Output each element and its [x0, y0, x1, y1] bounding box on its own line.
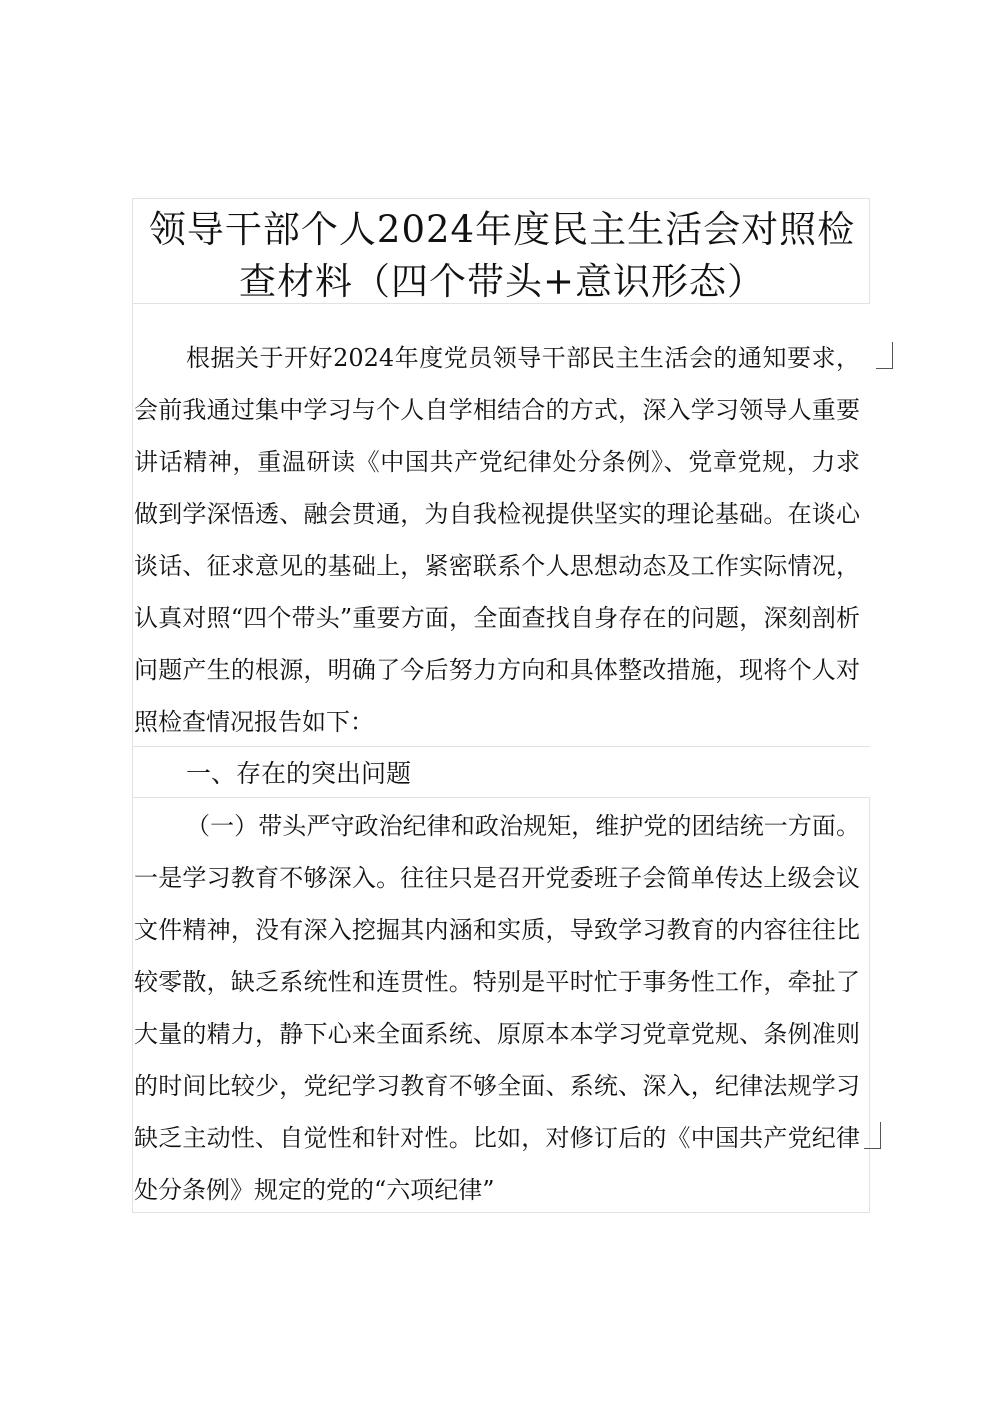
intro-paragraph: 根据关于开好2024年度党员领导干部民主生活会的通知要求，会前我通过集中学习与个人自学相结合的方式，深入学习领导人重要讲话精神，重温研读《中国共产党纪律处分条例》、党章党规，力求做到学深悟透、融会贯通，为自我检视提供坚实的理论基础。在谈心谈话、征求意见的基础上，紧密联系个人思想动态及工作实际情况，认真对照“四个带头”重要方面，全面查找自身存在的问题，深刻剖析问题产生的根源，明确了今后努力方向和具体整改措施，现将个人对照检查情况报告如下： — [134, 344, 860, 736]
margin-corner-mark — [864, 1122, 881, 1149]
frame-line — [132, 198, 870, 199]
margin-corner-mark — [876, 342, 893, 369]
frame-line — [132, 198, 133, 1213]
document-title: 领导干部个人2024年度民主生活会对照检查材料（四个带头+意识形态） — [148, 208, 856, 303]
section-body-paragraph: （一）带头严守政治纪律和政治规矩，维护党的团结统一方面。一是学习教育不够深入。往往只是召开党委班子会简单传达上级会议文件精神，没有深入挖掘其内涵和实质，导致学习教育的内容往往比较零散，缺乏系统性和连贯性。特别是平时忙于事务性工作，牵扯了大量的精力，静下心来全面系统、原原本本学习党章党规、条例准则的时间比较少，党纪学习教育不够全面、系统、深入，纪律法规学习缺乏主动性、自觉性和针对性。比如，对修订后的《中国共产党纪律处分条例》规定的党的“六项纪律” — [134, 812, 860, 1204]
frame-line — [869, 797, 870, 1213]
section-heading: 一、存在的突出问题 — [186, 759, 412, 788]
